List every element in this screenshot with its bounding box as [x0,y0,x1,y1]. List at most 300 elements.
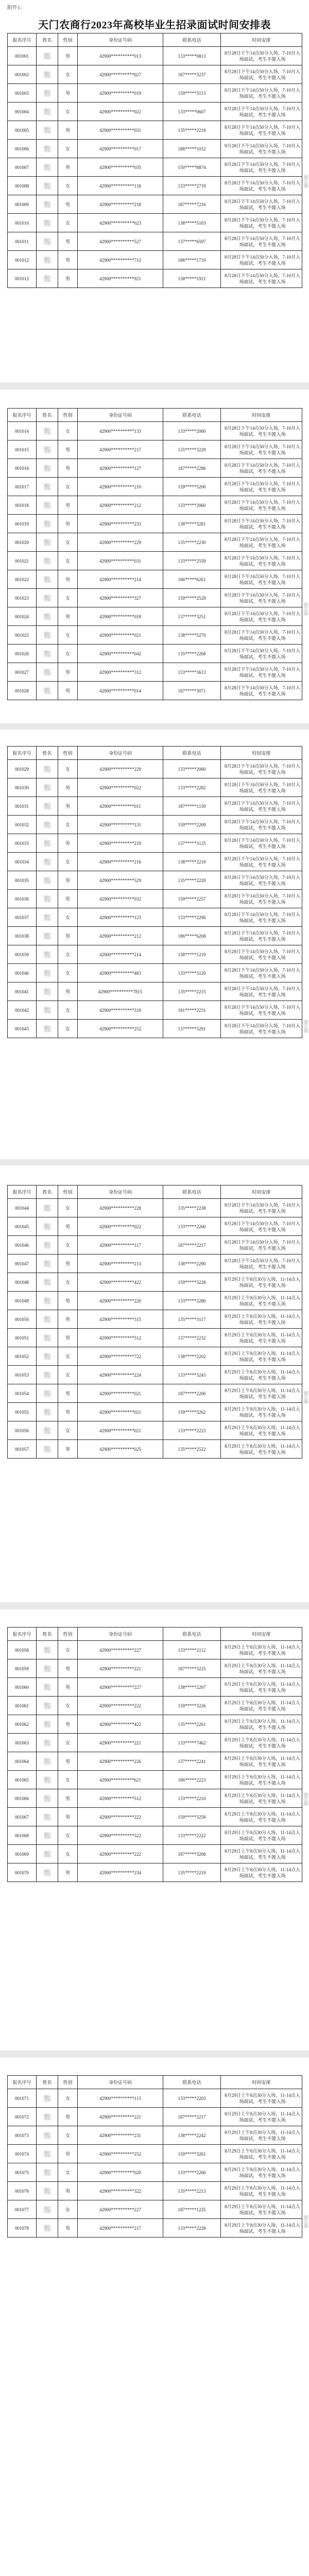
cell-reg-no: 001055 [8,1403,37,1421]
redacted-name-mask [44,558,50,564]
table-row [8,195,302,214]
redacted-name-mask [44,257,50,263]
cell-reg-no: 001072 [8,2108,37,2126]
cell-time: 8月28日下午14点50分入场，7-10月入场面试，考生不能入场 [221,478,302,496]
cell-reg-no: 001026 [8,645,37,663]
cell-reg-no: 001036 [8,890,37,908]
cell-time: 8月29日上午8点30分入场，11-14点入场面试，考生不能入场 [221,1310,302,1329]
margin-redaction-mark [304,2215,308,2228]
cell-name [37,1217,58,1236]
cell-phone: 135*****2268 [163,645,221,663]
cell-reg-no: 001069 [8,1845,37,1863]
cell-id-number: 42900**********131 [78,816,163,834]
redacted-name-mask [44,276,50,282]
cell-gender: 男 [58,121,78,140]
cell-gender: 女 [58,1845,78,1863]
cell-gender: 男 [58,515,78,533]
cell-time: 8月29日上午8点30分入场，11-14点入场面试，考生不能入场 [221,1734,302,1752]
cell-phone: 159*****3262 [163,1403,221,1421]
cell-gender: 女 [58,1826,78,1845]
cell-gender: 男 [58,607,78,626]
cell-gender: 男 [58,1255,78,1273]
cell-phone: 133*****2223 [163,1421,221,1440]
table-row [8,121,302,140]
cell-name [37,2126,58,2145]
redacted-name-mask [44,109,50,115]
cell-gender: 女 [58,645,78,663]
table-row [8,797,302,816]
cell-gender: 女 [58,2200,78,2219]
header-phone: 联系电话 [163,1185,221,1199]
cell-time: 8月28日下午14点50分入场，7-10月入场面试，考生不能入场 [221,570,302,589]
cell-reg-no: 001014 [8,422,37,440]
cell-phone: 159*****5200 [163,478,221,496]
table-row [8,269,302,288]
table-row [8,2089,302,2108]
cell-reg-no: 001018 [8,496,37,515]
redacted-name-mask [44,766,50,772]
cell-phone: 133*****2112 [163,1641,221,1659]
cell-gender: 男 [58,1329,78,1347]
cell-phone: 159*****2528 [163,589,221,607]
cell-id-number: 42900**********021 [78,1403,163,1421]
cell-time: 8月28日下午14点50分入场，7-10月入场面试，考生不能入场 [221,645,302,663]
redacted-name-mask [44,1446,50,1452]
table-row [8,496,302,515]
redacted-name-mask [44,688,50,694]
redacted-name-mask [44,1279,50,1285]
cell-id-number: 42900**********021 [78,626,163,645]
cell-phone: 135*****2238 [163,1199,221,1217]
cell-phone: 135*****2218 [163,121,221,140]
table-row [8,1845,302,1863]
cell-gender: 女 [58,2089,78,2108]
cell-name [37,797,58,816]
redacted-name-mask [44,577,50,583]
cell-name [37,2145,58,2163]
cell-time: 8月28日下午14点50分入场，7-10月入场面试，考生不能入场 [221,65,302,84]
table-row [8,1217,302,1236]
cell-gender: 女 [58,422,78,440]
cell-id-number: 42900**********7815 [78,982,163,1001]
cell-time: 8月29日上午8点30分入场，11-14点入场面试，考生不能入场 [221,1826,302,1845]
redacted-name-mask [44,970,50,976]
cell-time: 8月28日下午14点50分入场，7-10月入场面试，考生不能入场 [221,214,302,232]
cell-gender: 男 [58,890,78,908]
cell-time: 8月29日上午8点30分入场，11-14点入场面试，考生不能入场 [221,1771,302,1789]
cell-time: 8月28日下午14点50分入场，7-10月入场面试，考生不能入场 [221,778,302,797]
table-header-row [8,2076,302,2089]
cell-time: 8月28日下午14点50分入场，7-10月入场面试，考生不能入场 [221,607,302,626]
cell-id-number: 42900**********621 [78,1771,163,1789]
cell-name [37,84,58,103]
cell-id-number: 42900**********233 [78,515,163,533]
cell-phone: 159*****2209 [163,816,221,834]
cell-name [37,1310,58,1329]
cell-reg-no: 001073 [8,2126,37,2145]
table-row [8,626,302,645]
cell-name [37,1826,58,1845]
cell-time: 8月28日下午14点50分入场，7-10月入场面试，考生不能入场 [221,515,302,533]
cell-gender: 男 [58,927,78,945]
redacted-name-mask [44,502,50,509]
cell-reg-no: 001043 [8,1020,37,1038]
schedule-table [7,408,302,700]
cell-phone: 187*****2217 [163,1236,221,1255]
table-row [8,1310,302,1329]
cell-id-number: 42900**********027 [78,65,163,84]
cell-name [37,1403,58,1421]
cell-reg-no: 001041 [8,982,37,1001]
cell-id-number: 42900**********021 [78,1421,163,1440]
cell-name [37,1366,58,1384]
cell-time: 8月29日上午8点30分入场，11-14点入场面试，考生不能入场 [221,2145,302,2163]
cell-gender: 男 [58,496,78,515]
redacted-name-mask [44,127,50,133]
cell-phone: 133*****2260 [163,1217,221,1236]
table-row [8,1255,302,1273]
table-row [8,232,302,251]
cell-time: 8月29日上午8点30分入场，11-14点入场面试，考生不能入场 [221,2126,302,2145]
redacted-name-mask [44,2151,50,2157]
cell-name [37,1440,58,1459]
redacted-name-mask [44,1335,50,1341]
redacted-name-mask [44,2095,50,2102]
cell-name [37,232,58,251]
schedule-table [7,2075,302,2238]
header-name: 姓名 [37,747,58,760]
cell-time: 8月28日下午14点50分入场，7-10月入场面试，考生不能入场 [221,232,302,251]
cell-reg-no: 001044 [8,1199,37,1217]
cell-name [37,945,58,964]
cell-gender: 女 [58,853,78,871]
cell-time: 8月29日上午8点30分入场，11-14点入场面试，考生不能入场 [221,1292,302,1310]
cell-name [37,1001,58,1020]
redacted-name-mask [44,595,50,601]
cell-reg-no: 001034 [8,853,37,871]
cell-id-number: 42900**********213 [78,1255,163,1273]
cell-phone: 187*****2206 [163,1384,221,1403]
cell-reg-no: 001061 [8,1697,37,1715]
cell-name [37,552,58,570]
cell-name [37,1292,58,1310]
cell-time: 8月28日下午14点50分入场，7-10月入场面试，考生不能入场 [221,890,302,908]
cell-phone: 137*****6597 [163,232,221,251]
cell-id-number: 42900**********032 [78,890,163,908]
redacted-name-mask [44,1007,50,1013]
cell-time: 8月29日上午8点30分入场，11-14点入场面试，考生不能入场 [221,1384,302,1403]
redacted-name-mask [44,484,50,490]
cell-id-number: 42900**********221 [78,1734,163,1752]
cell-phone: 186*****1719 [163,251,221,269]
cell-name [37,1752,58,1771]
cell-reg-no: 001076 [8,2182,37,2200]
cell-time: 8月28日下午14点50分入场，7-10月入场面试，考生不能入场 [221,459,302,478]
cell-gender: 男 [58,1752,78,1771]
cell-phone: 137*****2241 [163,1752,221,1771]
cell-id-number: 42900**********118 [78,177,163,195]
cell-gender: 女 [58,816,78,834]
cell-name [37,1641,58,1659]
cell-gender: 女 [58,65,78,84]
header-reg-no: 报名序号 [8,409,37,422]
cell-name [37,251,58,269]
cell-id-number: 42900**********512 [78,1329,163,1347]
cell-phone: 158*****1219 [163,945,221,964]
cell-id-number: 42900**********224 [78,1366,163,1384]
cell-phone: 138*****5270 [163,626,221,645]
cell-id-number: 42900**********031 [78,121,163,140]
redacted-name-mask [44,1205,50,1211]
cell-id-number: 42900**********222 [78,1697,163,1715]
cell-id-number: 42900**********020 [78,2163,163,2182]
cell-phone: 187*****2286 [163,459,221,478]
cell-phone: 133*****2228 [163,2219,221,2238]
cell-id-number: 42900**********023 [78,214,163,232]
cell-time: 8月28日下午14点50分入场，7-10月入场面试，考生不能入场 [221,1255,302,1273]
cell-phone: 187*****3237 [163,65,221,84]
cell-name [37,1845,58,1863]
header-name: 姓名 [37,409,58,422]
header-time: 时间安排 [221,33,302,47]
cell-id-number: 42900**********214 [78,945,163,964]
cell-id-number: 42900**********019 [78,84,163,103]
header-name: 姓名 [37,2076,58,2089]
cell-time: 8月28日下午14点50分入场，7-10月入场面试，考生不能入场 [221,440,302,459]
margin-redaction-mark [304,603,308,615]
cell-phone: 137*****3291 [163,1020,221,1038]
cell-name [37,760,58,778]
table-row [8,834,302,853]
cell-name [37,103,58,121]
cell-reg-no: 001027 [8,663,37,682]
cell-name [37,2219,58,2238]
schedule-table [7,33,302,288]
table-header-row [8,747,302,760]
cell-gender: 女 [58,214,78,232]
table-row [8,103,302,121]
cell-reg-no: 001049 [8,1292,37,1310]
redacted-name-mask [44,632,50,638]
table-row [8,927,302,945]
cell-id-number: 42900**********022 [78,1217,163,1236]
cell-name [37,214,58,232]
redacted-name-mask [44,2132,50,2139]
cell-gender: 男 [58,1808,78,1826]
cell-reg-no: 001048 [8,1273,37,1292]
cell-name [37,65,58,84]
cell-time: 8月29日上午8点30分入场，11-14点入场面试，考生不能入场 [221,1403,302,1421]
cell-reg-no: 001015 [8,440,37,459]
cell-name [37,1236,58,1255]
table-row [8,2126,302,2145]
cell-reg-no: 001035 [8,871,37,890]
cell-gender: 女 [58,1273,78,1292]
cell-name [37,589,58,607]
cell-time: 8月28日下午14点50分入场，7-10月入场面试，考生不能入场 [221,121,302,140]
redacted-name-mask [44,146,50,152]
redacted-name-mask [44,989,50,995]
header-gender: 性别 [58,409,78,422]
redacted-name-mask [44,1242,50,1248]
header-time: 时间安排 [221,1185,302,1199]
redacted-name-mask [44,859,50,865]
cell-id-number: 42900**********327 [78,589,163,607]
header-id-number: 身份证号码 [78,33,163,47]
cell-time: 8月29日上午8点30分入场，11-14点入场面试，考生不能入场 [221,1678,302,1697]
table-row [8,778,302,797]
cell-name [37,121,58,140]
cell-gender: 女 [58,1421,78,1440]
cell-reg-no: 001051 [8,1329,37,1347]
cell-name [37,816,58,834]
cell-reg-no: 001002 [8,65,37,84]
cell-gender: 男 [58,269,78,288]
table-row [8,816,302,834]
cell-id-number: 42900**********212 [78,496,163,515]
cell-time: 8月28日下午14点50分入场，7-10月入场面试，考生不能入场 [221,496,302,515]
cell-id-number: 42900**********025 [78,1440,163,1459]
cell-name [37,47,58,65]
table-row [8,515,302,533]
cell-phone: 150*****8874 [163,158,221,177]
cell-reg-no: 001016 [8,459,37,478]
cell-gender: 男 [58,663,78,682]
cell-reg-no: 001074 [8,2145,37,2163]
cell-id-number: 42900**********483 [78,964,163,982]
cell-gender: 男 [58,1863,78,1882]
redacted-name-mask [44,239,50,245]
cell-reg-no: 001045 [8,1217,37,1236]
cell-phone: 159*****3113 [163,84,221,103]
table-row [8,1273,302,1292]
header-name: 姓名 [37,1185,58,1199]
cell-gender: 男 [58,84,78,103]
redacted-name-mask [44,2170,50,2176]
header-reg-no: 报名序号 [8,33,37,47]
cell-id-number: 42900**********222 [78,1808,163,1826]
cell-reg-no: 001011 [8,232,37,251]
cell-id-number: 42900**********014 [78,682,163,700]
cell-phone: 133*****2222 [163,1826,221,1845]
cell-phone: 186*****6261 [163,570,221,589]
cell-name [37,158,58,177]
table-row [8,1752,302,1771]
cell-name [37,778,58,797]
cell-name [37,982,58,1001]
cell-name [37,1020,58,1038]
cell-id-number: 42900**********229 [78,533,163,552]
cell-time: 8月28日下午14点50分入场，7-10月入场面试，考生不能入场 [221,1020,302,1038]
cell-time: 8月28日下午14点50分入场，7-10月入场面试，考生不能入场 [221,797,302,816]
redacted-name-mask [44,2225,50,2231]
cell-phone: 138*****2242 [163,2126,221,2145]
redacted-name-mask [44,164,50,171]
redacted-name-mask [44,447,50,453]
cell-phone: 135*****2522 [163,1440,221,1459]
cell-reg-no: 001031 [8,797,37,816]
cell-id-number: 42900**********212 [78,927,163,945]
redacted-name-mask [44,1026,50,1032]
cell-reg-no: 001078 [8,2219,37,2238]
table-row [8,2145,302,2163]
table-row [8,1440,302,1459]
cell-phone: 159*****3258 [163,1808,221,1826]
cell-reg-no: 001040 [8,964,37,982]
redacted-name-mask [44,1409,50,1415]
redacted-name-mask [44,220,50,226]
header-reg-no: 报名序号 [8,1628,37,1641]
cell-gender: 男 [58,1440,78,1459]
cell-gender: 女 [58,140,78,158]
table-row [8,1734,302,1752]
cell-phone: 133*****2060 [163,422,221,440]
cell-time: 8月29日上午8点30分入场，11-14点入场面试，考生不能入场 [221,1641,302,1659]
cell-name [37,1199,58,1217]
cell-name [37,607,58,626]
cell-time: 8月28日下午14点50分入场，7-10月入场面试，考生不能入场 [221,663,302,682]
cell-time: 8月28日下午14点50分入场，7-10月入场面试，考生不能入场 [221,269,302,288]
cell-phone: 187*****3208 [163,1845,221,1863]
cell-name [37,2108,58,2126]
cell-phone: 159*****3226 [163,1697,221,1715]
cell-time: 8月29日上午8点30分入场，11-14点入场面试，考生不能入场 [221,1273,302,1292]
cell-name [37,140,58,158]
cell-gender: 女 [58,1697,78,1715]
cell-reg-no: 001010 [8,214,37,232]
cell-phone: 133*****2296 [163,908,221,927]
redacted-name-mask [44,822,50,828]
redacted-name-mask [44,840,50,846]
cell-phone: 133*****0607 [163,103,221,121]
cell-name [37,1697,58,1715]
cell-id-number: 42900**********221 [78,1659,163,1678]
table-row [8,645,302,663]
table-row [8,1863,302,1882]
cell-time: 8月28日下午14点50分入场，7-10月入场面试，考生不能入场 [221,158,302,177]
table-row [8,65,302,84]
cell-time: 8月28日下午14点50分入场，7-10月入场面试，考生不能入场 [221,927,302,945]
cell-time: 8月29日上午8点30分入场，11-14点入场面试，考生不能入场 [221,1752,302,1771]
cell-time: 8月28日下午14点50分入场，7-10月入场面试，考生不能入场 [221,1001,302,1020]
schedule-table [7,746,302,1038]
cell-gender: 男 [58,440,78,459]
table-row [8,2200,302,2219]
cell-gender: 女 [58,760,78,778]
cell-gender: 男 [58,1715,78,1734]
cell-gender: 男 [58,2219,78,2238]
cell-gender: 女 [58,964,78,982]
cell-phone: 186*****2223 [163,1771,221,1789]
cell-reg-no: 001067 [8,1808,37,1826]
cell-id-number: 42900**********322 [78,2182,163,2200]
cell-phone: 133*****2719 [163,177,221,195]
cell-reg-no: 001060 [8,1678,37,1697]
cell-reg-no: 001005 [8,121,37,140]
table-row [8,1789,302,1808]
cell-id-number: 42900**********234 [78,1863,163,1882]
cell-id-number: 42900**********017 [78,140,163,158]
schedule-table [7,1185,302,1459]
cell-phone: 135*****2219 [163,1863,221,1882]
cell-name [37,1863,58,1882]
cell-time: 8月28日下午14点50分入场，7-10月入场面试，考生不能入场 [221,195,302,214]
header-phone: 联系电话 [163,747,221,760]
cell-reg-no: 001038 [8,927,37,945]
cell-phone: 138*****2207 [163,1678,221,1697]
cell-phone: 133*****2203 [163,2089,221,2108]
header-phone: 联系电话 [163,409,221,422]
